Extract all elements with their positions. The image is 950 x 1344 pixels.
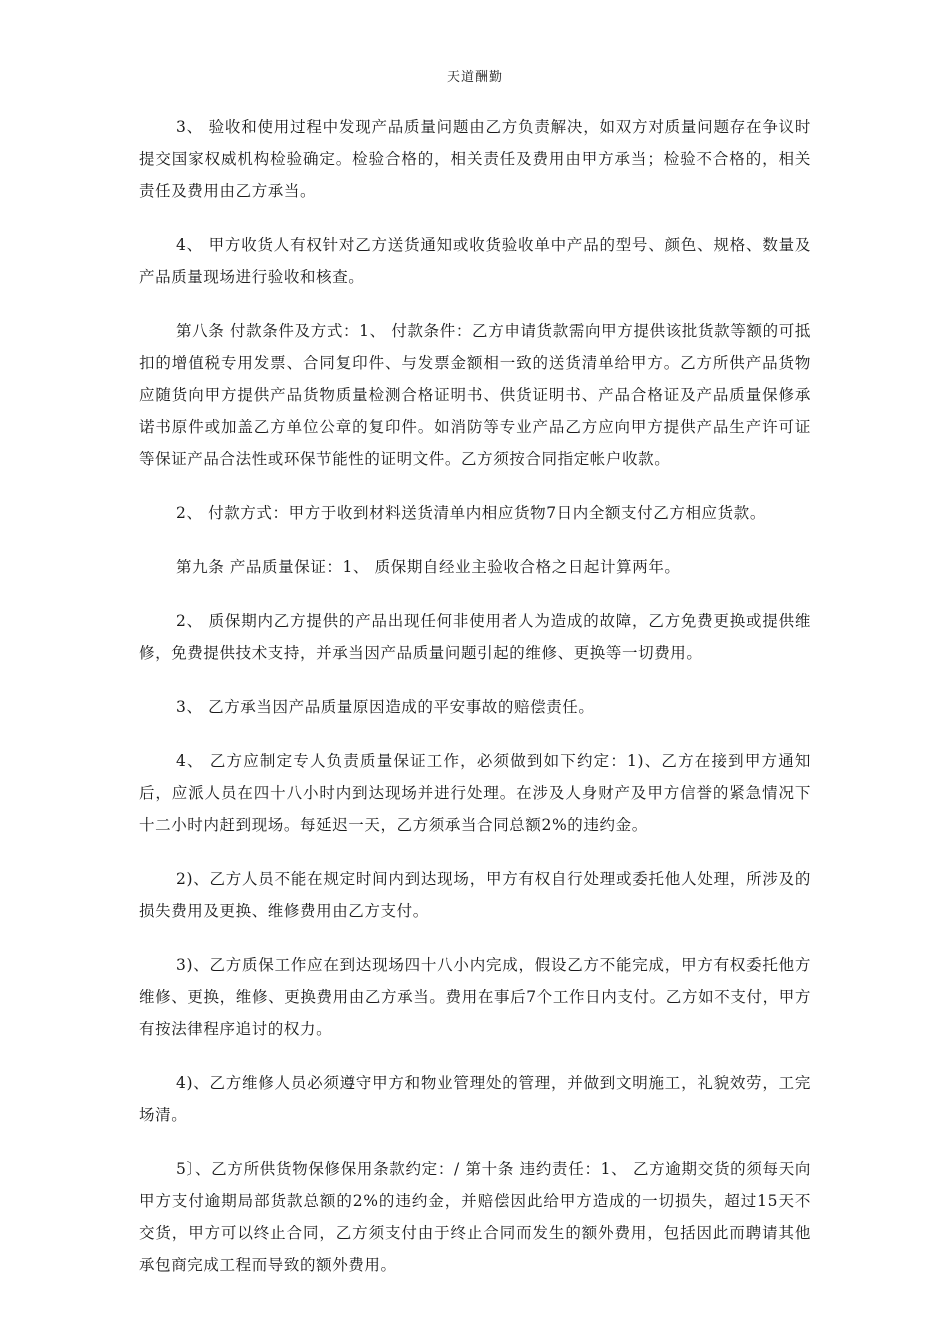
paragraph-completion-time: 3)、乙方质保工作应在到达现场四十八小内完成，假设乙方不能完成，甲方有权委托他方维修、更换，维修、更换费用由乙方承当。费用在事后7个工作日内支付。乙方如不支付，甲方有按法律程序追讨的权力。 <box>139 956 811 1038</box>
paragraph-receiver-inspection: 4、 甲方收货人有权针对乙方送货通知或收货验收单中产品的型号、颜色、规格、数量及产品质量现场进行验收和核查。 <box>139 236 811 286</box>
paragraph-article-8-payment-conditions: 第八条 付款条件及方式：1、 付款条件：乙方申请货款需向甲方提供该批货款等额的可抵扣的增值税专用发票、合同复印件、与发票金额相一致的送货清单给甲方。乙方所供产品货物应随货向甲方提供产品货物质量检测合格证明书、供货证明书、产品合格证及产品质量保修承诺书原件或加盖乙方单位公章的复印件。如消防等专业产品乙方应向甲方提供产品生产许可证等保证产品合法性或环保节能性的证明文件。乙方须按合同指定帐户收款。 <box>139 322 811 468</box>
paragraph-site-conduct: 4)、乙方维修人员必须遵守甲方和物业管理处的管理，并做到文明施工，礼貌效劳，工完场清。 <box>139 1074 811 1124</box>
document-body <box>139 111 811 1303</box>
paragraph-self-handling: 2)、乙方人员不能在规定时间内到达现场，甲方有权自行处理或委托他人处理，所涉及的损失费用及更换、维修费用由乙方支付。 <box>139 870 811 920</box>
paragraph-quality-dispute: 3、 验收和使用过程中发现产品质量问题由乙方负责解决，如双方对质量问题存在争议时提交国家权威机构检验确定。检验合格的，相关责任及费用由甲方承当；检验不合格的，相关责任及费用由乙方承当。 <box>139 118 811 200</box>
paragraph-article-10-liability: 5〕、乙方所供货物保修保用条款约定：/ 第十条 违约责任：1、 乙方逾期交货的须每天向甲方支付逾期局部货款总额的2%的违约金，并赔偿因此给甲方造成的一切损失，超过15天不交货，甲方可以终止合同，乙方须支付由于终止合同而发生的额外费用，包括因此而聘请其他承包商完成工程而导致的额外费用。 <box>139 1160 811 1274</box>
paragraph-payment-method: 2、 付款方式：甲方于收到材料送货清单内相应货物7日内全额支付乙方相应货款。 <box>176 504 766 522</box>
paragraph-accident-liability: 3、 乙方承当因产品质量原因造成的平安事故的赔偿责任。 <box>176 698 595 716</box>
paragraph-article-9-warranty: 第九条 产品质量保证：1、 质保期自经业主验收合格之日起计算两年。 <box>176 558 681 576</box>
paragraph-free-replacement: 2、 质保期内乙方提供的产品出现任何非使用者人为造成的故障，乙方免费更换或提供维修，免费提供技术支持，并承当因产品质量问题引起的维修、更换等一切费用。 <box>139 612 811 662</box>
paragraph-response-time: 4、 乙方应制定专人负责质量保证工作，必须做到如下约定：1)、乙方在接到甲方通知后，应派人员在四十八小时内到达现场并进行处理。在涉及人身财产及甲方信誉的紧急情况下十二小时内赶到现场。每延迟一天，乙方须承当合同总额2%的违约金。 <box>139 752 811 834</box>
page-header: 天道酬勤 <box>446 70 503 85</box>
